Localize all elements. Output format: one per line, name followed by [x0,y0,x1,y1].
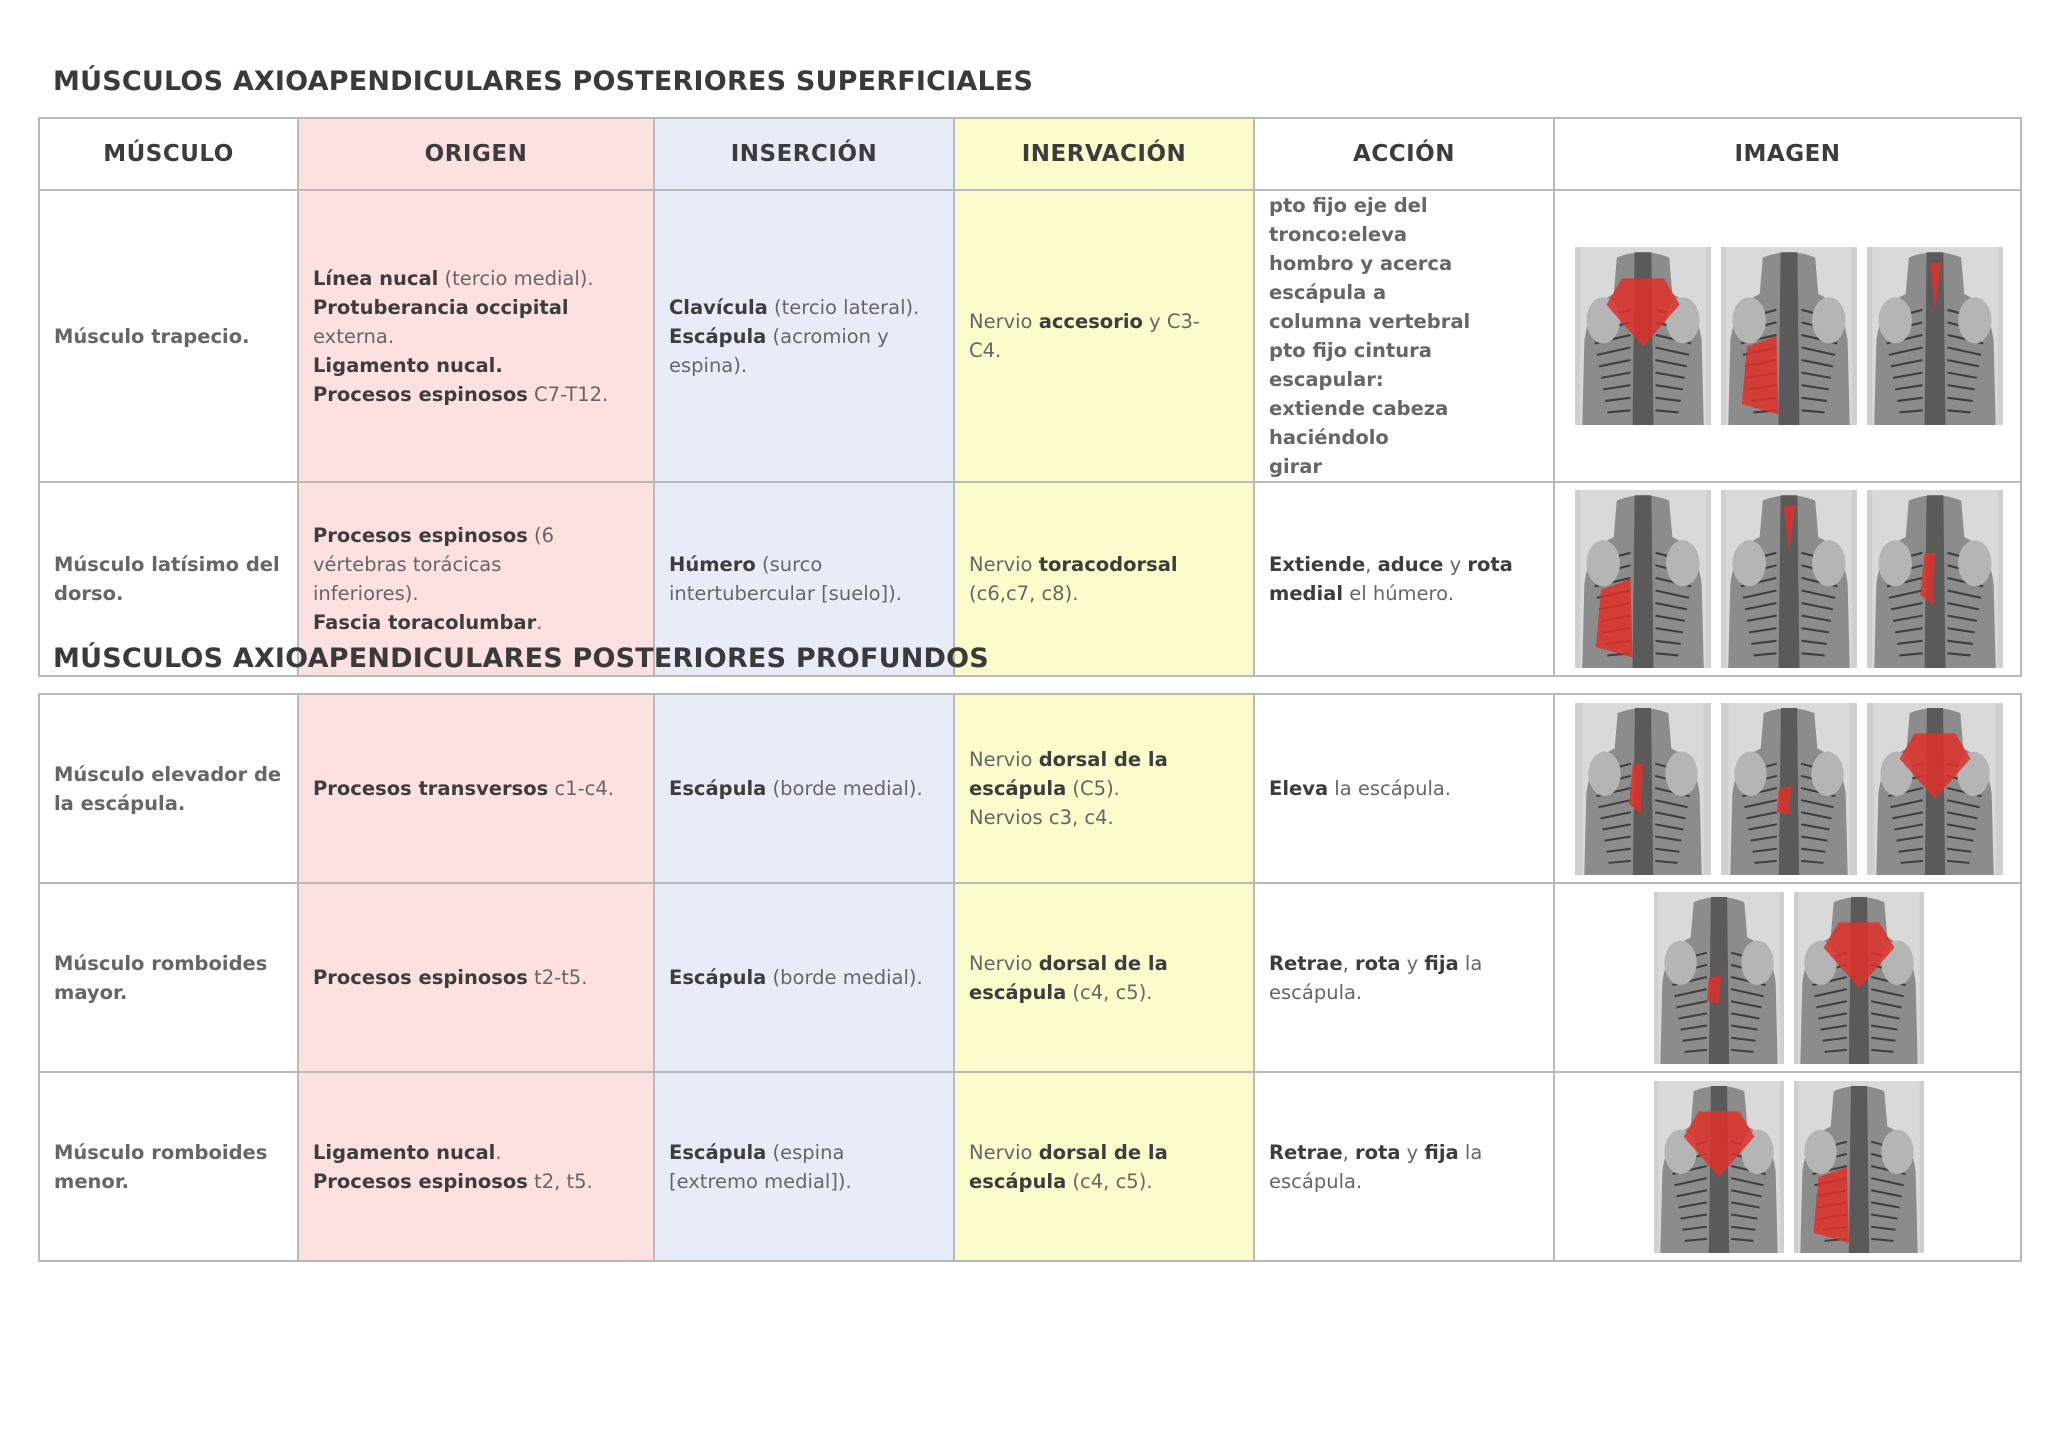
bold-term: dorsal de la [1038,1140,1168,1164]
plain-text: (c4, c5). [1066,1169,1153,1193]
header-insercion: INSERCIÓN [654,118,954,190]
muscle-highlight [1595,579,1632,658]
cell-imagen [1554,1072,2021,1261]
bold-term: fija [1424,951,1459,975]
cell-insercion [654,694,954,883]
rhomboid-minor-side-view-icon [1794,1081,1924,1253]
header-imagen: IMAGEN [1554,118,2021,190]
latissimus-back-view-icon [1721,490,1857,668]
table-profundos [38,693,2022,1262]
table-body-profundos [39,694,2021,1261]
latissimus-oblique-view-icon [1867,490,2003,668]
plain-text: la [1458,951,1483,975]
bold-term: Eleva [1269,777,1329,800]
plain-text: intertubercular [suelo]). [669,582,902,605]
cell-inervacion [954,190,1254,482]
plain-text: , [1342,1140,1355,1164]
anatomy-image-strip [1569,247,2008,425]
header-musculo: MÚSCULO [39,118,298,190]
plain-text: el húmero. [1343,582,1454,605]
plain-text: t2-t5. [527,966,588,989]
bold-term: Línea nucal [313,266,439,290]
plain-text: y [1400,1140,1425,1164]
table-row [39,190,2021,482]
levator-back-view-icon [1575,703,1711,875]
cell-accion [1254,190,1554,482]
plain-text: y [1443,553,1468,576]
plain-text: C7-T12. [527,382,609,406]
bold-term: escápula [969,980,1067,1004]
bold-term: escápula [969,777,1067,800]
accion-line: pto fijo cintura escapular: [1269,339,1432,391]
accion-line: girar [1269,455,1323,478]
accion-line: extiende cabeza haciéndolo [1269,397,1449,449]
muscle-highlight [1741,336,1778,415]
bold-term: rota [1467,553,1513,576]
plain-text: (c6, [969,582,1006,605]
table-row [39,1072,2021,1261]
plain-text: espina). [669,353,748,377]
accion-line: columna vertebral [1269,310,1471,333]
plain-text: , [1342,951,1355,975]
plain-text: (borde medial). [766,777,923,800]
plain-text: vértebras torácicas [313,553,502,576]
anatomy-image-strip [1569,892,2008,1064]
levator-side-view-icon [1867,703,2003,875]
plain-text: (tercio medial). [438,266,594,290]
table-superficiales [38,117,2022,677]
bold-term: Fascia toracolumbar [313,611,537,634]
plain-text: Nervios c3, c4. [969,806,1114,829]
cell-accion [1254,883,1554,1072]
bold-term: Ligamento nucal. [313,353,503,377]
muscle-highlight [1706,974,1720,1002]
plain-text: y [1400,951,1425,975]
plain-text: t2, t5. [527,1169,593,1193]
rhomboid-major-side-view-icon [1794,892,1924,1064]
cell-insercion [654,190,954,482]
plain-text: externa. [313,324,395,348]
plain-text: c7, c8). [1005,582,1079,605]
plain-text: (6 [527,524,555,547]
cell-origen [298,1072,654,1261]
trapezius-shoulder-view-icon [1575,247,1711,425]
muscle-highlight [1776,785,1790,813]
cell-insercion [654,1072,954,1261]
cell-inervacion [954,883,1254,1072]
bold-term: Extiende [1269,553,1366,576]
bold-term: Retrae [1269,951,1343,975]
bold-term: Ligamento nucal [313,1140,496,1164]
section-title-profundos: MÚSCULOS AXIOAPENDICULARES POSTERIORES PROFUNDOS [53,643,989,674]
bold-term: Protuberancia occipital [313,295,569,319]
cell-inervacion [954,1072,1254,1261]
table-row [39,883,2021,1072]
table-header-row [39,118,2021,190]
bold-term: escápula [969,1169,1067,1193]
bold-term: aduce [1377,553,1444,576]
cell-musculo: Músculo elevador de la escápula. [39,694,298,883]
plain-text: (tercio lateral). [767,295,920,319]
table-row [39,694,2021,883]
plain-text: Nervio [969,951,1039,975]
cell-inervacion [954,694,1254,883]
cell-origen [298,883,654,1072]
bold-term: Húmero [669,553,756,576]
anatomy-image-strip [1569,1081,2008,1253]
anatomy-image-strip [1569,703,2008,875]
plain-text: c1-c4. [548,777,614,800]
anatomy-image-strip [1569,490,2008,668]
cell-musculo: Músculo trapecio. [39,190,298,482]
header-inervacion: INERVACIÓN [954,118,1254,190]
bold-term: toracodorsal [1038,553,1178,576]
cell-origen [298,694,654,883]
bold-term: fija [1424,1140,1459,1164]
header-accion: ACCIÓN [1254,118,1554,190]
muscle-highlight [1813,1167,1848,1243]
bold-term: Procesos transversos [313,777,549,800]
plain-text: (borde medial). [766,966,923,989]
plain-text: Nervio [969,748,1039,771]
cell-musculo: Músculo latísimo del dorso. [39,482,298,676]
trapezius-back-view-icon [1721,247,1857,425]
bold-term: accesorio [1038,310,1143,333]
bold-term: dorsal de la [1038,951,1168,975]
bold-term: Escápula [669,324,767,348]
section-title-superficiales: MÚSCULOS AXIOAPENDICULARES POSTERIORES SUPERFICIALES [53,66,1034,97]
bold-term: dorsal de la [1038,748,1168,771]
bold-term: Procesos espinosos [313,1169,528,1193]
plain-text: (acromion y [766,324,889,348]
plain-text: escápula. [1269,980,1363,1004]
bold-term: rota [1354,1140,1401,1164]
cell-accion [1254,482,1554,676]
plain-text: , [1365,553,1378,576]
trapezius-neck-side-icon [1867,247,2003,425]
cell-imagen [1554,482,2021,676]
cell-accion [1254,694,1554,883]
cell-imagen [1554,883,2021,1072]
cell-imagen [1554,190,2021,482]
plain-text: (C5). [1066,777,1120,800]
cell-insercion [654,883,954,1072]
cell-inervacion [954,482,1254,676]
bold-term: medial [1269,582,1344,605]
plain-text: la escápula. [1328,777,1452,800]
bold-term: Escápula [669,1140,767,1164]
rhomboid-minor-back-view-icon [1654,1081,1784,1253]
bold-term: Clavícula [669,295,768,319]
header-origen: ORIGEN [298,118,654,190]
plain-text: . [495,1140,502,1164]
plain-text: Nervio [969,310,1039,333]
plain-text: Nervio [969,1140,1039,1164]
plain-text: escápula. [1269,1169,1363,1193]
bold-term: Procesos espinosos [313,524,528,547]
accion-line: hombro y acerca escápula a [1269,252,1453,304]
table-body-superficiales [39,190,2021,676]
bold-term: Escápula [669,966,767,989]
levator-shoulder-view-icon [1721,703,1857,875]
plain-text: la [1458,1140,1483,1164]
rhomboid-major-back-view-icon [1654,892,1784,1064]
cell-origen [298,190,654,482]
plain-text: y C3- [1142,310,1200,333]
plain-text: Nervio [969,553,1039,576]
plain-text: inferiores). [313,582,419,605]
plain-text: . [536,611,543,634]
bold-term: Procesos espinosos [313,966,528,989]
plain-text: [extremo medial]). [669,1169,852,1193]
bold-term: rota [1354,951,1401,975]
latissimus-side-view-icon [1575,490,1711,668]
plain-text: C4. [969,339,1002,362]
bold-term: Procesos espinosos [313,382,528,406]
accion-line: pto fijo eje del tronco:eleva [1269,194,1428,246]
cell-musculo: Músculo romboides mayor. [39,883,298,1072]
plain-text: (surco [755,553,823,576]
bold-term: Retrae [1269,1140,1343,1164]
cell-accion [1254,1072,1554,1261]
cell-musculo: Músculo romboides menor. [39,1072,298,1261]
bold-term: Escápula [669,777,767,800]
plain-text: (espina [766,1140,845,1164]
plain-text: (c4, c5). [1066,980,1153,1004]
cell-imagen [1554,694,2021,883]
